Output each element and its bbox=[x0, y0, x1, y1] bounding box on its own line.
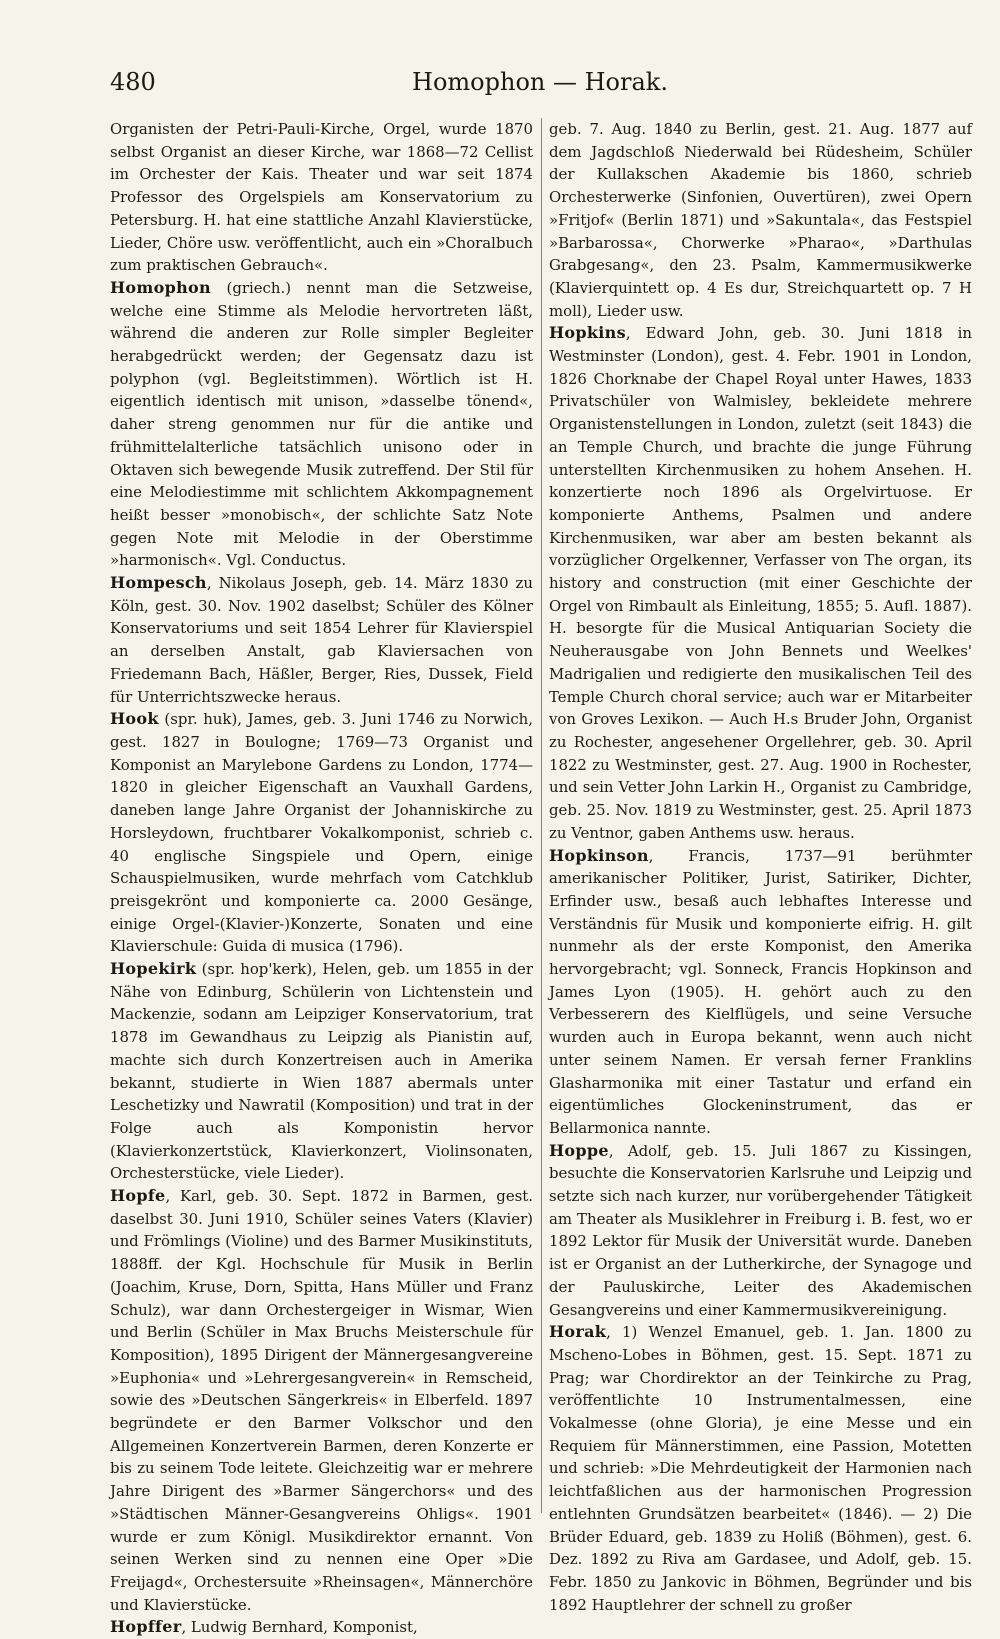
entry-headword: Homophon bbox=[110, 277, 211, 297]
entry-text: , 1) Wenzel Emanuel, geb. 1. Jan. 1800 zu Mscheno-Lobes in Böhmen, gest. 15. Sept. 1871 zu Prag; war Chordirektor an der Teinkirche zu Prag, veröffentlichte 10 Instrumentalmessen, eine Vokalmesse (ohne Gloria), je eine Messe und ein Requiem für Männerstimmen, eine Passion, Motetten und schrieb: »Die Mehrdeutigkeit der Harmonien nach leichtfaßlichen aus der harmonischen Progression entlehnten Grundsätzen bearbeitet« (1846). — 2) Die Brüder Eduard, geb. 1839 zu Holiß (Böhmen), gest. 6. Dez. 1892 zu Riva am Gardasee, und Adolf, geb. 15. Febr. 1850 zu Jankovic in Böhmen, Begründer und bis 1892 Hauptlehrer der schnell zu großer bbox=[549, 1323, 972, 1614]
dictionary-entry bbox=[110, 118, 533, 277]
dictionary-entry bbox=[110, 958, 533, 1185]
entry-text: , Nikolaus Joseph, geb. 14. März 1830 zu Köln, gest. 30. Nov. 1902 daselbst; Schüler des Kölner Konservatoriums und seit 1854 Lehrer für Klavierspiel an derselben Anstalt, gab Klaviersachen von Friedemann Bach, Häßler, Berger, Ries, Dussek, Field für Unterrichtszwecke heraus. bbox=[110, 574, 533, 706]
entry-headword: Hopekirk bbox=[110, 959, 197, 979]
entry-text: , Ludwig Bernhard, Komponist, bbox=[181, 1618, 418, 1637]
entry-text: Organisten der Petri-Pauli-Kirche, Orgel, wurde 1870 selbst Organist an dieser Kirche, war 1868—72 Cellist im Orchester der Kais. Theater und war seit 1874 Professor des Orgelspiels am Konservatorium zu Petersburg. H. hat eine stattliche Anzahl Klavierstücke, Lieder, Chöre usw. veröffentlicht, auch ein »Choralbuch zum praktischen Gebrauch«. bbox=[110, 120, 533, 275]
entry-headword: Hopkinson bbox=[549, 845, 649, 865]
entry-text: (griech.) nennt man die Setzweise, welche eine Stimme als Melodie hervortreten läßt, während die anderen zur Rolle simpler Begleiter herabgedrückt werden; der Gegensatz dazu ist polyphon (vgl. Begleitstimmen). Wörtlich ist H. eigentlich identisch mit unison, »dasselbe tönend«, daher streng genommen nur für die antike und frühmittelalterliche tatsächlich unisono oder in Oktaven sich bewegende Musik zutreffend. Der Stil für eine Melodiestimme mit schlichtem Akkompagnement heißt besser »monobisch«, der schlichte Satz Note gegen Note mit Melodie in der Oberstimme »harmonisch«. Vgl. Conductus. bbox=[110, 278, 533, 570]
entry-text: , Francis, 1737—91 berühmter amerikanischer Politiker, Jurist, Satiriker, Dichter, Erfinder usw., besaß auch lebhaftes Interesse und Verständnis für Musik und komponierte eifrig. H. gilt nunmehr als der erste Komponist, den Amerika hervorgebracht; vgl. Sonneck, Francis Hopkinson and James Lyon (1905). H. gehört auch zu den Verbesserern des Kielflügels, und seine Versuche wurden auch in Europa bekannt, wenn auch nicht unter seinem Namen. Er versah ferner Franklins Glasharmonika mit einer Tastatur und erfand ein eigentümliches Glockeninstrument, das er Bellarmonica nannte. bbox=[549, 846, 972, 1137]
entry-headword: Hompesch bbox=[110, 573, 207, 593]
dictionary-entry bbox=[110, 1616, 533, 1639]
entry-text: geb. 7. Aug. 1840 zu Berlin, gest. 21. Aug. 1877 auf dem Jagdschloß Niederwald bei Rüdesheim, Schüler der Kullakschen Akademie bis 1860, schrieb Orchesterwerke (Sinfonien, Ouvertüren), zwei Opern »Fritjof« (Berlin 1871) und »Sakuntala«, das Festspiel »Barbarossa«, Chorwerke »Pharao«, »Darthulas Grabgesang«, den 23. Psalm, Kammermusikwerke (Klavierquintett op. 4 Es dur, Streichquartett op. 7 H moll), Lieder usw. bbox=[549, 120, 972, 320]
entry-headword: Horak bbox=[549, 1322, 607, 1342]
entry-headword: Hopfe bbox=[110, 1186, 166, 1206]
dictionary-entry bbox=[110, 277, 533, 572]
dictionary-entry bbox=[549, 845, 972, 1140]
dictionary-entry bbox=[549, 118, 972, 322]
entry-headword: Hopffer bbox=[110, 1617, 182, 1637]
entry-text: (spr. hop'kerk), Helen, geb. um 1855 in der Nähe von Edinburg, Schülerin von Lichtenstein und Mackenzie, sodann am Leipziger Konservatorium, trat 1878 im Gewandhaus zu Leipzig als Pianistin auf, machte sich durch Konzertreisen auch in Amerika bekannt, studierte in Wien 1887 abermals unter Leschetizky und Nawratil (Komposition) und trat in der Folge auch als Komponistin hervor (Klavierkonzertstück, Klavierkonzert, Violinsonaten, Orchesterstücke, viele Lieder). bbox=[110, 960, 533, 1183]
dictionary-entry bbox=[549, 1140, 972, 1322]
dictionary-entry bbox=[549, 1321, 972, 1616]
dictionary-entry bbox=[110, 572, 533, 708]
left-column bbox=[110, 118, 542, 1637]
right-column bbox=[547, 118, 972, 1614]
running-head: Homophon — Horak. bbox=[412, 68, 668, 96]
text-columns bbox=[110, 118, 972, 1637]
entry-headword: Hopkins bbox=[549, 323, 626, 343]
page-number: 480 bbox=[110, 68, 156, 96]
entry-text: (spr. huk), James, geb. 3. Juni 1746 zu Norwich, gest. 1827 in Boulogne; 1769—73 Organist und Komponist an Marylebone Gardens zu London, 1774—1820 in gleicher Eigenschaft an Vauxhall Gardens, daneben lange Jahre Organist der Johanniskirche zu Horsleydown, fruchtbarer Vokalkomponist, schrieb c. 40 englische Singspiele und Opern, einige Schauspielmusiken, wurde mehrfach vom Catchklub preisgekrönt und komponierte ca. 2000 Gesänge, einige Orgel-(Klavier-)Konzerte, Sonaten und eine Klavierschule: Guida di musica (1796). bbox=[110, 710, 533, 956]
dictionary-entry bbox=[549, 322, 972, 844]
entry-text: , Karl, geb. 30. Sept. 1872 in Barmen, gest. daselbst 30. Juni 1910, Schüler seines Vaters (Klavier) und Frömlings (Violine) und des Barmer Musikinstituts, 1888ff. der Kgl. Hochschule für Musik in Berlin (Joachim, Kruse, Dorn, Spitta, Hans Müller und Franz Schulz), war dann Orchestergeiger in Wismar, Wien und Berlin (Schüler in Max Bruchs Meisterschule für Komposition), 1895 Dirigent der Männergesangvereine »Euphonia« und »Lehrergesangverein« in Remscheid, sowie des »Deutschen Sängerkreis« in Elberfeld. 1897 begründete er den Barmer Volkschor und den Allgemeinen Konzertverein Barmen, deren Konzerte er bis zu seinem Tode leitete. Gleichzeitig war er mehrere Jahre Dirigent des »Barmer Sängerchors« und des »Städtischen Männer-Gesangvereins Ohligs«. 1901 wurde er zum Königl. Musikdirektor ernannt. Von seinen Werken sind zu nennen eine Oper »Die Freijagd«, Orchestersuite »Rheinsagen«, Männerchöre und Klavierstücke. bbox=[110, 1187, 533, 1614]
entry-text: , Adolf, geb. 15. Juli 1867 zu Kissingen, besuchte die Konservatorien Karlsruhe und Leipzig und setzte sich nach kurzer, nur vorübergehender Tätigkeit am Theater als Musiklehrer in Freiburg i. B. fest, wo er 1892 Lektor für Musik der Universität wurde. Daneben ist er Organist an der Lutherkirche, der Synagoge und der Pauluskirche, Leiter des Akademischen Gesangvereins und einer Kammermusikvereinigung. bbox=[549, 1141, 972, 1319]
entry-headword: Hook bbox=[110, 709, 159, 729]
dictionary-entry bbox=[110, 1185, 533, 1616]
dictionary-entry bbox=[110, 708, 533, 958]
entry-headword: Hoppe bbox=[549, 1140, 609, 1160]
entry-text: , Edward John, geb. 30. Juni 1818 in Westminster (London), gest. 4. Febr. 1901 in London, 1826 Chorknabe der Chapel Royal unter Hawes, 1833 Privatschüler von Walmisley, bekleidete mehrere Organistenstellungen in London, zuletzt (seit 1843) die an Temple Church, und brachte die junge Führung unterstellten Kirchenmusiken zu hohem Ansehen. H. konzertierte noch 1896 als Orgelvirtuose. Er komponierte Anthems, Psalmen und andere Kirchenmusiken, war aber am besten bekannt als vorzüglicher Orgelkenner, Verfasser von The organ, its history and construction (mit einer Geschichte der Orgel von Rimbault als Einleitung, 1855; 5. Aufl. 1887). H. besorgte für die Musical Antiquarian Society die Neuherausgabe von John Bennets und Weelkes' Madrigalien und redigierte den musikalischen Teil des Temple Church choral service; auch war er Mitarbeiter von Groves Lexikon. — Auch H.s Bruder John, Organist zu Rochester, angesehener Orgellehrer, geb. 30. April 1822 zu Westminster, gest. 27. Aug. 1900 in Rochester, und sein Vetter John Larkin H., Organist zu Cambridge, geb. 25. Nov. 1819 zu Westminster, gest. 25. April 1873 zu Ventnor, gaben Anthems usw. heraus. bbox=[549, 324, 972, 842]
page-header bbox=[110, 68, 970, 108]
